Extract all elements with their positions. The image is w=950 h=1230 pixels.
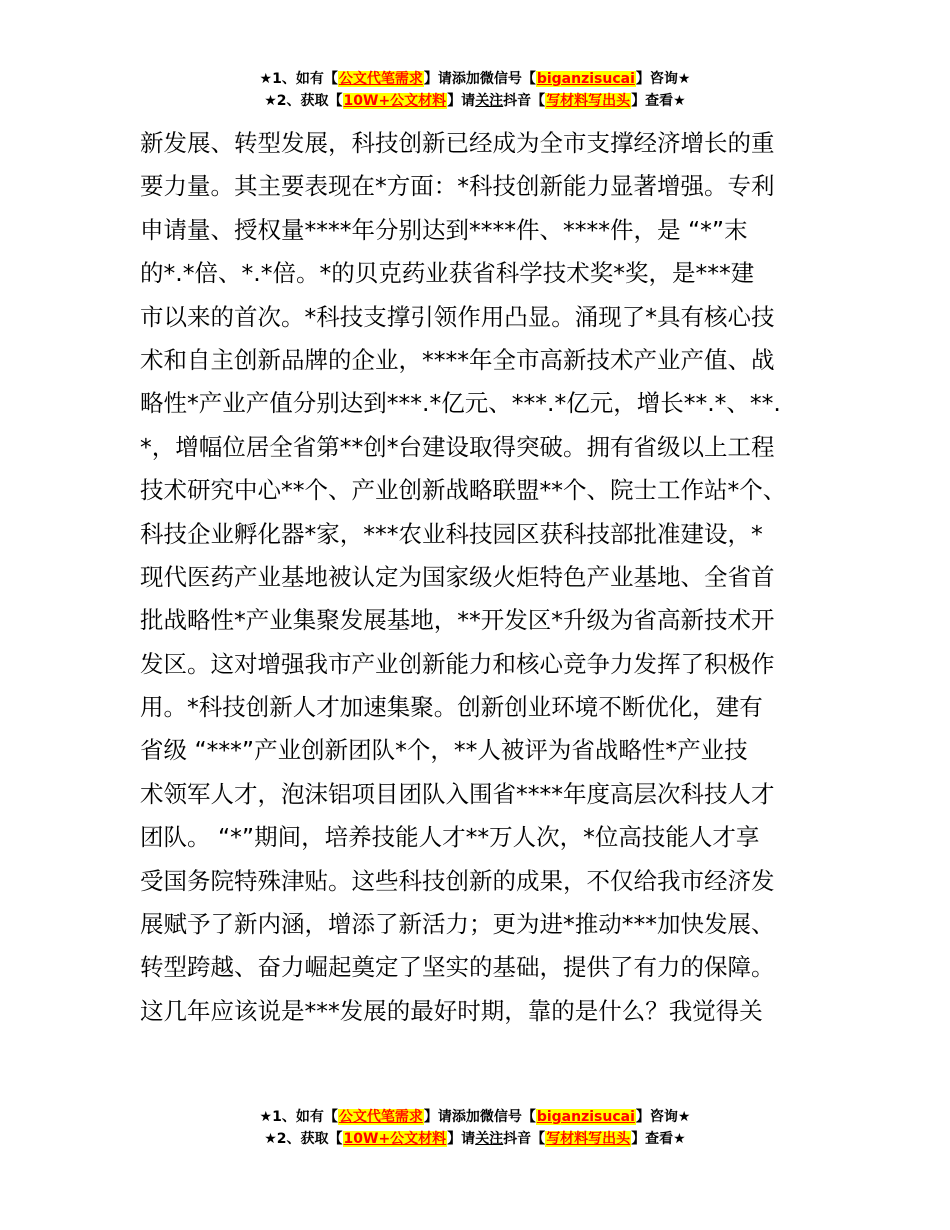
- body-line: 转型跨越、奋力崛起奠定了坚实的基础，提供了有力的保障。: [140, 953, 775, 982]
- body-line: 技术研究中心**个、产业创新战略联盟**个、院士工作站*个、: [140, 476, 787, 505]
- footer-banner: [0, 1106, 950, 1150]
- banner-text: 】查看★: [631, 1131, 686, 1147]
- banner-line-2: [0, 90, 950, 112]
- body-line: 术和自主创新品牌的企业，****年全市高新技术产业产值、战: [140, 345, 775, 374]
- banner-text: ★1、如有【: [259, 1109, 338, 1125]
- body-line: 受国务院特殊津贴。这些科技创新的成果，不仅给我市经济发: [140, 866, 775, 895]
- banner-wechat-id[interactable]: biganzisucai: [536, 1109, 635, 1125]
- body-line: 团队。 “*”期间，培养技能人才**万人次，*位高技能人才享: [140, 823, 760, 852]
- banner-text: 】请添加微信号【: [423, 71, 536, 87]
- banner-douyin-account[interactable]: 写材料写出头: [546, 93, 631, 109]
- banner-text: ★1、如有【: [259, 71, 338, 87]
- banner-follow-text[interactable]: 关注: [475, 93, 504, 109]
- body-line: 科技企业孵化器*家，***农业科技园区获科技部批准建设，*: [140, 519, 763, 548]
- banner-douyin-account[interactable]: 写材料写出头: [546, 1131, 631, 1147]
- banner-text: 抖音【: [503, 93, 546, 109]
- body-line: 用。*科技创新人才加速集聚。创新创业环境不断优化，建有: [140, 693, 763, 722]
- body-line: 要力量。其主要表现在*方面：*科技创新能力显著增强。专利: [140, 172, 775, 201]
- body-line: 的*.*倍、*.*倍。*的贝克药业获省科学技术奖*奖，是***建: [140, 259, 755, 288]
- banner-text: ★2、获取【: [264, 93, 343, 109]
- banner-text: 】请添加微信号【: [423, 1109, 536, 1125]
- banner-text: 】咨询★: [635, 71, 691, 87]
- body-line: 新发展、转型发展，科技创新已经成为全市支撑经济增长的重: [140, 129, 775, 157]
- banner-line-2: [0, 1128, 950, 1150]
- banner-text: ★2、获取【: [264, 1131, 343, 1147]
- banner-highlight[interactable]: 10W+公文材料: [343, 1131, 447, 1147]
- banner-wechat-id[interactable]: biganzisucai: [536, 71, 635, 87]
- body-line: 申请量、授权量****年分别达到****件、****件，是 “*”末: [140, 215, 748, 244]
- header-banner: [0, 68, 950, 112]
- body-line: 现代医药产业基地被认定为国家级火炬特色产业基地、全省首: [140, 562, 775, 591]
- body-line: *，增幅位居全省第**创*台建设取得突破。拥有省级以上工程: [140, 432, 775, 461]
- document-body: [140, 122, 820, 1033]
- banner-follow-text[interactable]: 关注: [475, 1131, 504, 1147]
- body-line: 展赋予了新内涵，增添了新活力；更为进*推动***加快发展、: [140, 910, 775, 939]
- body-line: 批战略性*产业集聚发展基地，**开发区*升级为省高新技术开: [140, 606, 775, 635]
- banner-text: 】咨询★: [635, 1109, 691, 1125]
- body-line: 这几年应该说是***发展的最好时期，靠的是什么？我觉得关: [140, 996, 763, 1025]
- banner-text: 】请: [447, 93, 476, 109]
- banner-text: 】查看★: [631, 93, 686, 109]
- body-line: 发区。这对增强我市产业创新能力和核心竞争力发挥了积极作: [140, 649, 775, 678]
- banner-highlight[interactable]: 10W+公文材料: [343, 93, 447, 109]
- body-line: 略性*产业产值分别达到***.*亿元、***.*亿元，增长**.*、**.: [140, 389, 781, 418]
- banner-line-1: [0, 68, 950, 90]
- banner-highlight[interactable]: 公文代笔需求: [338, 71, 423, 87]
- body-line: 术领军人才，泡沫铝项目团队入围省****年度高层次科技人才: [140, 779, 775, 808]
- banner-line-1: [0, 1106, 950, 1128]
- banner-text: 】请: [447, 1131, 476, 1147]
- body-line: 省级 “***”产业创新团队*个，**人被评为省战略性*产业技: [140, 736, 748, 765]
- body-line: 市以来的首次。*科技支撑引领作用凸显。涌现了*具有核心技: [140, 302, 775, 331]
- banner-highlight[interactable]: 公文代笔需求: [338, 1109, 423, 1125]
- banner-text: 抖音【: [503, 1131, 546, 1147]
